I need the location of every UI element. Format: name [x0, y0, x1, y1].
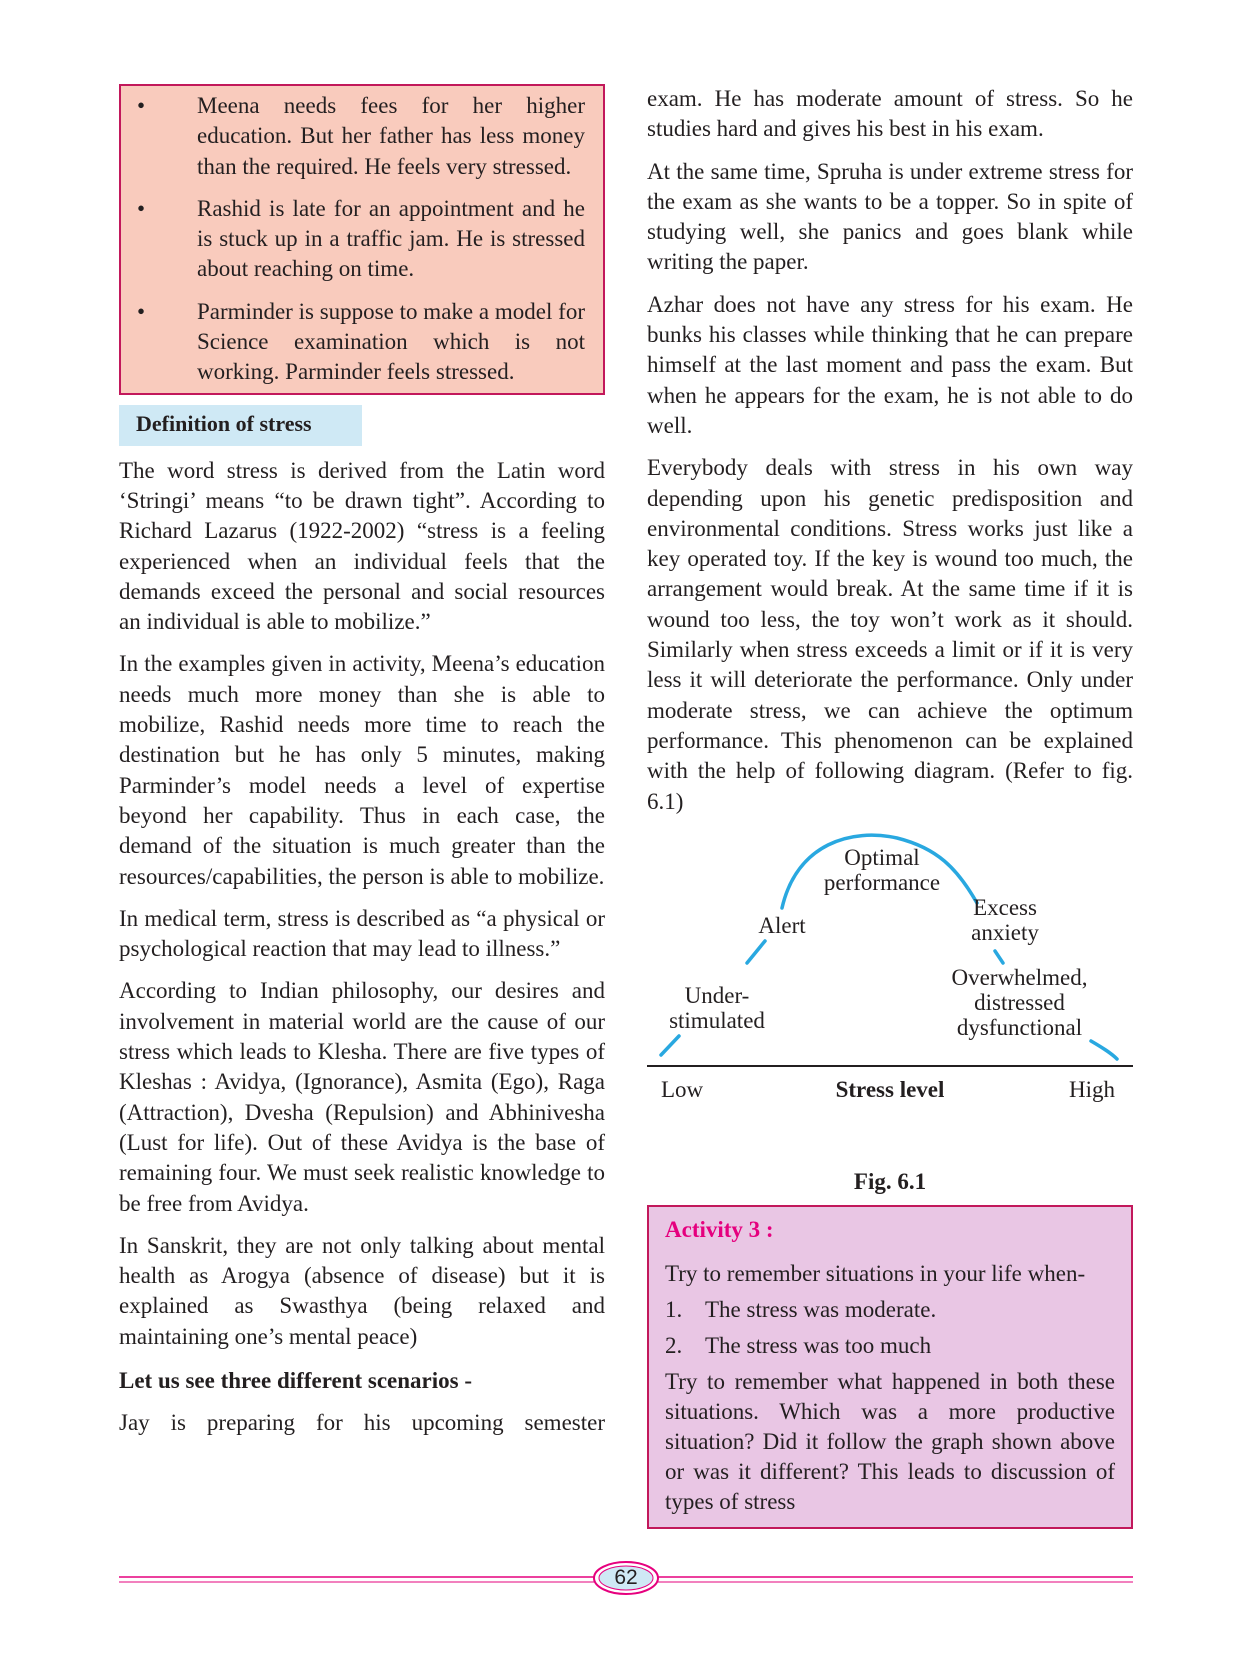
scenarios-heading: Let us see three different scenarios -	[119, 1367, 473, 1393]
axis-title: Stress level	[835, 1076, 945, 1102]
examples-box	[119, 84, 605, 395]
bullet-icon: •	[137, 298, 146, 324]
left-column	[119, 84, 605, 1450]
curve-right-mid	[995, 951, 1003, 963]
examples-list	[133, 91, 585, 388]
bullet-icon: •	[137, 93, 146, 118]
label-optimal-performance: Optimal performance	[823, 844, 941, 895]
curve-left-low	[661, 1036, 679, 1055]
label-alert: Alert	[758, 912, 806, 938]
label-excess-anxiety: Excess anxiety	[971, 894, 1039, 945]
paragraph: In Sanskrit, they are not only talking about mental health as Arogya (absence of disease) but it is explained as Swasthya (being relaxed and maintaining one’s mental peace)	[119, 1232, 605, 1349]
paragraph: According to Indian philosophy, our desires and involvement in material world are the cause of our stress which leads to Klesha. There are five types of Kleshas : Avidya, (Ignorance), Asmita (Ego), Raga (Attraction), Dvesha (Repulsion) and Abhinivesha (Lust for life). Out of these Avidya is the base of remaining four. We must seek realistic knowledge to be free from Avidya.	[119, 978, 605, 1216]
paragraph: exam. He has moderate amount of stress. So he studies hard and gives his best in his exam.	[647, 86, 1133, 142]
label-under-stimulated: Under- stimulated	[669, 982, 765, 1033]
bullet-icon: •	[137, 195, 146, 221]
item-number: 2.	[665, 1332, 683, 1358]
paragraph: Azhar does not have any stress for his exam. He bunks his classes while thinking that he can prepare himself at the last moment and pass the exam. But when he appears for the exam, he is not able to do well.	[647, 291, 1133, 438]
paragraph: In medical term, stress is described as “a physical or psychological reaction that may lead to illness.”	[119, 905, 605, 962]
paragraph: In the examples given in activity, Meena’s education needs much more money than she is able to mobilize, Rashid needs more time to reach the destination but he has only 5 minutes, making Parminder’s model needs a level of expertise beyond her capability. Thus in each case, the demand of the situation is much greater than the resources/capabilities, the person is able to mobilize.	[119, 651, 605, 889]
right-column	[647, 84, 1133, 1529]
axis-label-high: High	[1069, 1076, 1115, 1102]
axis-label-low: Low	[661, 1076, 704, 1102]
list-item: • Meena needs fees for her higher education. But her father has less money than the required. He feels very stressed.	[137, 93, 585, 179]
activity-intro: Try to remember situations in your life when-	[665, 1260, 1086, 1286]
paragraph: The word stress is derived from the Latin word ‘Stringi’ means “to be drawn tight”. According to Richard Lazarus (1922-2002) “stress is a feeling experienced when an individual feels that the demands exceed the personal and social resources an individual is able to mobilize.”	[119, 457, 605, 635]
list-item: 1. The stress was moderate.	[665, 1295, 1115, 1325]
activity-box	[647, 1205, 1133, 1529]
curve-left-mid	[747, 941, 765, 963]
stress-performance-diagram	[647, 833, 1133, 1163]
curve-right-low	[1091, 1041, 1117, 1059]
item-number: 1.	[665, 1296, 683, 1322]
label-overwhelmed: Overwhelmed, distressed dysfunctional	[951, 964, 1088, 1040]
figure-caption: Fig. 6.1	[853, 1168, 927, 1194]
activity-closing: Try to remember what happened in both these situations. Which was a more productive situation? Did it follow the graph shown above or was it different? This leads to discussion of types of stress	[665, 1368, 1115, 1514]
list-item: • Parminder is suppose to make a model for Science examination which is not working. Parminder feels stressed.	[137, 298, 585, 385]
page-footer	[119, 1560, 1133, 1600]
activity-title: Activity 3 :	[665, 1216, 774, 1242]
page-number: 62	[614, 1566, 638, 1589]
paragraph: At the same time, Spruha is under extreme stress for the exam as she wants to be a topper. So in spite of studying well, she panics and goes blank while writing the paper.	[647, 158, 1133, 275]
definition-heading: Definition of stress	[119, 405, 362, 446]
list-item: 2. The stress was too much	[665, 1331, 1115, 1361]
list-item: • Rashid is late for an appointment and he is stuck up in a traffic jam. He is stressed about reaching on time.	[137, 195, 585, 282]
paragraph: Jay is preparing for his upcoming semester	[119, 1409, 605, 1435]
paragraph: Everybody deals with stress in his own way depending upon his genetic predisposition and environmental conditions. Stress works just like a key operated toy. If the key is wound too much, the arrangement would break. At the same time if it is wound too less, the toy won’t work as it should. Similarly when stress exceeds a limit or if it is very less it will deteriorate the performance. Only under moderate stress, we can achieve the optimum performance. This phenomenon can be explained with the help of following diagram. (Refer to fig. 6.1)	[647, 455, 1133, 814]
